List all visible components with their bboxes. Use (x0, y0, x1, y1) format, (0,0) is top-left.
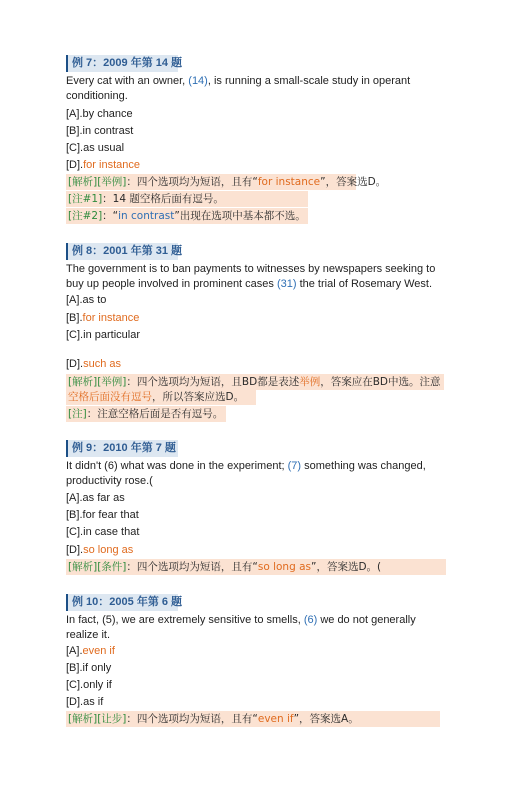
example-9-option-c: [C].in case that (66, 526, 140, 538)
example-7-option-c: [C].as usual (66, 142, 125, 154)
example-7-option-b: [B].in contrast (66, 125, 134, 137)
example-7-header: 例 7：2009 年第 14 题 (66, 55, 178, 72)
example-7-analysis: [解析][举例]：四个选项均为短语，且有“for instance”，答案选D。 (68, 176, 387, 188)
example-10-option-b: [B].if only (66, 662, 112, 674)
example-7-option-a: [A].by chance (66, 108, 133, 120)
example-9-option-d: [D].so long as (66, 544, 134, 556)
example-10-option-c: [C].only if (66, 679, 112, 691)
example-8-question: The government is to ban payments to witnesses by newspapers seeking to buy up people involved in prominent cases (31) the trial of Rosemary West. (66, 263, 436, 290)
example-7-note-1: [注#1]：14 题空格后面有逗号。 (66, 191, 308, 207)
example-9-option-b: [B].for fear that (66, 509, 139, 521)
example-10-question: In fact, (5), we are extremely sensitive to smells, (6) we do not generally realize it. (66, 614, 416, 641)
example-10-option-a: [A].even if (66, 645, 115, 657)
example-10-option-d: [D].as if (66, 696, 104, 708)
example-10-analysis: [解析][让步]：四个选项均为短语，且有“even if”，答案选A。 (66, 711, 440, 727)
example-8-option-d: [D].such as (66, 358, 122, 370)
example-9-analysis: [解析][条件]：四个选项均为短语，且有“so long as”，答案选D。( (66, 559, 446, 575)
example-10-header: 例 10：2005 年第 6 题 (66, 594, 178, 611)
example-8-analysis-continued: 空格后面没有逗号，所以答案应选D。 (66, 389, 256, 405)
example-8-note: [注]：注意空格后面是否有逗号。 (66, 406, 226, 422)
example-7-question: Every cat with an owner, (14), is running a small-scale study in operant conditioning. (66, 75, 411, 102)
example-8-option-a: [A].as to (66, 294, 107, 306)
example-9-question: It didn't (6) what was done in the experiment; (7) something was changed, productivity rose.( (66, 460, 426, 487)
example-8-option-c: [C].in particular (66, 329, 140, 341)
example-9-header: 例 9：2010 年第 7 题 (66, 440, 178, 457)
example-8-option-b: [B].for instance (66, 312, 140, 324)
example-8-analysis: [解析][举例]：四个选项均为短语，且BD都是表述举例，答案应在BD中选。注意 (66, 374, 444, 390)
example-9-option-a: [A].as far as (66, 492, 125, 504)
example-7-note-2: [注#2]：“in contrast”出现在选项中基本都不选。 (66, 208, 308, 224)
example-7-option-d: [D].for instance (66, 159, 140, 171)
example-8-header: 例 8：2001 年第 31 题 (66, 243, 178, 260)
